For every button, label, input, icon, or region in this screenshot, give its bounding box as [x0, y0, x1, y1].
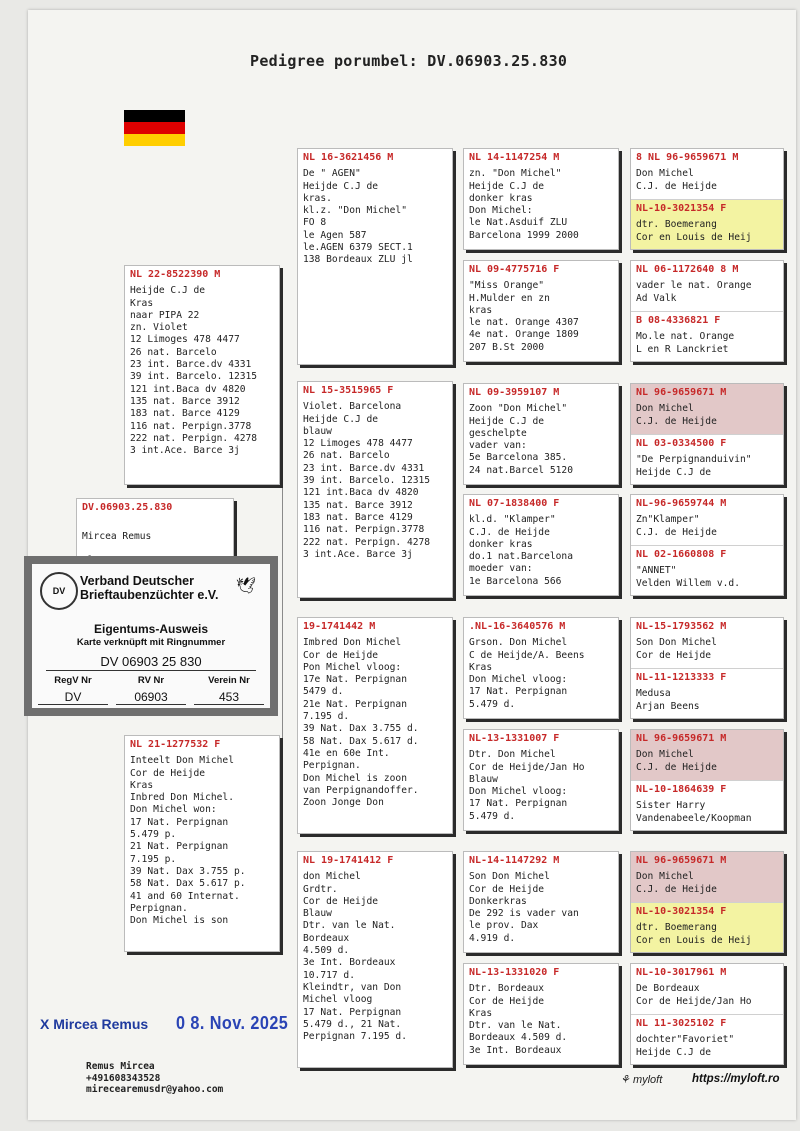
ancestor-top	[631, 384, 783, 434]
card-lines	[298, 635, 452, 811]
card-line: 121 int.Baca dv 4820	[130, 383, 246, 395]
id-card-values	[38, 690, 264, 705]
ancestor-top	[631, 618, 783, 668]
card-line: 41 and 60 Internat.	[130, 890, 240, 902]
ring-number: 8 NL 96-9659671 M	[636, 152, 739, 163]
card-lines	[298, 869, 452, 1045]
card-line: Cor de Heijde	[636, 649, 712, 661]
card-line: Cor de Heijde	[303, 649, 379, 661]
card-lines	[464, 512, 618, 590]
card-line: 12 Limoges 478 4477	[303, 438, 413, 450]
card-lines	[631, 798, 783, 827]
card-line: moeder van:	[469, 563, 533, 575]
ring-number: NL-13-1331007 F	[469, 733, 560, 744]
great-grandparent-card	[463, 148, 619, 250]
card-line: le.AGEN 6379 SECT.1	[303, 242, 413, 254]
pigeon-icon: 🕊	[236, 578, 257, 595]
card-line: 4e nat. Orange 1809	[469, 329, 579, 341]
card-line: le Nat.Asduif ZLU	[469, 217, 568, 229]
card-line: Kras	[469, 661, 493, 673]
card-line: Velden Willem v.d.	[636, 577, 740, 589]
flag-stripe-black	[124, 110, 185, 122]
ancestor-bottom	[631, 199, 783, 250]
ring-number: B 08-4336821 F	[636, 315, 721, 326]
id-card-label: RegV Nr	[54, 675, 92, 686]
parent-card-dam	[124, 735, 280, 952]
card-line: 17 Nat. Perpignan	[469, 686, 568, 698]
card-line: Blauw	[303, 908, 332, 920]
card-line: Kras	[130, 297, 154, 309]
grandparent-card	[297, 381, 453, 598]
card-line: 5e Barcelona 385.	[469, 452, 568, 464]
card-line: 3e Int. Bordeaux	[469, 1044, 562, 1056]
ring-number: NL 16-3621456 M	[303, 152, 394, 163]
org-line: Verband Deutscher	[80, 574, 194, 588]
card-line: 39 Nat. Dax 3.755 d.	[303, 723, 419, 735]
card-line: Cor de Heijde/Jan Ho	[469, 761, 585, 773]
card-line: Sister Harry	[636, 800, 706, 812]
great-grandparent-card	[463, 617, 619, 719]
connector-line	[282, 330, 283, 800]
card-line: 116 nat. Perpign.3778	[303, 524, 425, 536]
card-line: naar PIPA 22	[130, 309, 200, 321]
card-line: 39 Nat. Dax 3.755 p.	[130, 865, 246, 877]
card-line: Don Michel vloog:	[469, 786, 568, 798]
card-line: Kras	[469, 1007, 493, 1019]
card-line: zn. Violet	[130, 322, 188, 334]
card-lines	[464, 278, 618, 356]
card-lines	[464, 747, 618, 825]
ancestor-top	[631, 730, 783, 780]
card-lines	[631, 452, 783, 481]
card-line: 17e Nat. Perpignan	[303, 674, 407, 686]
ring-number: NL 07-1838400 F	[469, 498, 560, 509]
card-line: Son Don Michel	[636, 637, 717, 649]
card-line: 183 nat. Barce 4129	[303, 511, 413, 523]
ring-number: NL 96-9659671 M	[636, 387, 727, 398]
contact-name: Remus Mircea	[86, 1061, 155, 1072]
ring-number: NL 06-1172640 8 M	[636, 264, 739, 275]
id-card-inner	[32, 564, 270, 708]
card-line: 4.509 d.	[303, 945, 350, 957]
card-line: Heijde C.J de	[636, 466, 712, 478]
ancestor-top	[631, 149, 783, 199]
card-line: kras	[469, 304, 493, 316]
brand-name: myloft	[632, 1074, 663, 1086]
card-line: 1e Barcelona 566	[469, 575, 562, 587]
card-line: 7.195 d.	[303, 711, 350, 723]
card-line: 39 int. Barcelo. 12315	[130, 371, 258, 383]
card-line: Don Michel won:	[130, 804, 217, 816]
card-line: 3e Int. Bordeaux	[303, 957, 396, 969]
ring-number: NL-10-3021354 F	[636, 906, 727, 917]
card-line: kl.d. "Klamper"	[469, 514, 556, 526]
card-line: vader van:	[469, 440, 527, 452]
card-line: C.J. de Heijde	[636, 415, 717, 427]
great-grandparent-card	[463, 729, 619, 831]
card-line: 12 Limoges 478 4477	[130, 334, 240, 346]
card-line: dtr. Boemerang	[636, 922, 717, 934]
card-line: 39 int. Barcelo. 12315	[303, 475, 431, 487]
card-lines	[125, 753, 279, 929]
id-card-subheading: Karte verknüpft mit Ringnummer	[76, 637, 226, 648]
card-line: donker kras	[469, 538, 533, 550]
card-line: 23 int. Barce.dv 4331	[130, 359, 252, 371]
card-line: Bordeaux 4.509 d.	[469, 1032, 568, 1044]
card-lines	[631, 512, 783, 541]
card-line: Don Michel	[636, 871, 694, 883]
card-line: 23 int. Barce.dv 4331	[303, 462, 425, 474]
ancestor-bottom	[631, 545, 783, 596]
card-line: 207 B.St 2000	[469, 341, 545, 353]
g4-card	[630, 494, 784, 596]
card-line: Heijde C.J de	[130, 285, 206, 297]
id-card-value: 453	[194, 690, 264, 705]
card-line: kl.z. "Don Michel"	[303, 205, 407, 217]
great-grandparent-card	[463, 494, 619, 596]
card-line: Perpignan 7.195 d.	[303, 1031, 407, 1043]
card-line: 5.479 d.	[469, 810, 516, 822]
card-line: blauw	[303, 425, 332, 437]
card-line: Ad Valk	[636, 292, 677, 304]
ring-number: NL-13-1331020 F	[469, 967, 560, 978]
card-line: Zoon Jonge Don	[303, 797, 384, 809]
card-line: Heijde C.J de	[303, 413, 379, 425]
card-line: do.1 nat.Barcelona	[469, 551, 573, 563]
card-line: Arjan Beens	[636, 700, 700, 712]
id-card-heading: Eigentums-Ausweis	[93, 622, 209, 636]
ancestor-bottom	[631, 1014, 783, 1065]
card-lines	[631, 920, 783, 949]
card-line: H.Mulder en zn	[469, 292, 550, 304]
card-lines	[464, 401, 618, 479]
card-line: kras.	[303, 192, 332, 204]
card-line: Dtr. Bordeaux	[469, 983, 545, 995]
card-lines	[631, 278, 783, 307]
card-lines	[631, 401, 783, 430]
ring-number: NL 11-3025102 F	[636, 1018, 727, 1029]
ring-number: .NL-16-3640576 M	[469, 621, 566, 632]
id-card-value: DV	[38, 690, 108, 705]
card-line: Perpignan.	[130, 902, 188, 914]
german-flag-icon	[124, 110, 185, 146]
card-lines	[631, 635, 783, 664]
card-line: Medusa	[636, 688, 671, 700]
grandparent-card	[297, 617, 453, 834]
card-line: 116 nat. Perpign.3778	[130, 420, 252, 432]
dv-logo-icon: DV	[40, 572, 78, 610]
card-line: 5.479 d.	[469, 698, 516, 710]
card-line: Donkerkras	[469, 895, 527, 907]
ring-number: NL 21-1277532 F	[130, 739, 221, 750]
card-line: 17 Nat. Perpignan	[130, 816, 229, 828]
ring-number: NL-96-9659744 M	[636, 498, 727, 509]
card-line: 135 nat. Barce 3912	[303, 499, 413, 511]
card-line: Don Michel is son	[130, 915, 229, 927]
ring-number: NL 09-4775716 F	[469, 264, 560, 275]
card-line: Kras	[130, 779, 154, 791]
card-line: Bordeaux	[303, 932, 350, 944]
card-lines	[125, 283, 279, 459]
card-line: De 292 is vader van	[469, 908, 579, 920]
card-line: 5479 d.	[303, 686, 344, 698]
card-line: vader le nat. Orange	[636, 280, 752, 292]
card-line: Grson. Don Michel	[469, 637, 568, 649]
great-grandparent-card	[463, 383, 619, 485]
ring-number: NL-10-3017961 M	[636, 967, 727, 978]
great-grandparent-card	[463, 963, 619, 1065]
id-card-value: 06903	[116, 690, 186, 705]
card-lines	[631, 869, 783, 898]
subject-card	[76, 498, 234, 562]
card-line: don Michel	[303, 871, 361, 883]
card-line: Don Michel	[636, 403, 694, 415]
card-line: 21 Nat. Perpignan	[130, 841, 229, 853]
ring-number: NL 22-8522390 M	[130, 269, 221, 280]
ancestor-bottom	[631, 780, 783, 831]
id-card-organization	[80, 574, 218, 602]
card-line: Cor de Heijde/Jan Ho	[636, 995, 752, 1007]
card-line: 121 int.Baca dv 4820	[303, 487, 419, 499]
grandparent-card	[297, 851, 453, 1068]
owner-signature: X Mircea Remus	[40, 1016, 149, 1032]
card-line: Don Michel	[636, 168, 694, 180]
card-line: Heijde C.J de	[469, 180, 545, 192]
card-line: 135 nat. Barce 3912	[130, 395, 240, 407]
ring-number: NL 14-1147254 M	[469, 152, 560, 163]
card-line: Don Michel vloog:	[469, 674, 568, 686]
card-line: 5.479 d., 21 Nat.	[303, 1018, 402, 1030]
card-lines	[631, 747, 783, 776]
card-line: L en R Lanckriet	[636, 343, 729, 355]
card-line: C.J. de Heijde	[469, 526, 550, 538]
card-line: Imbred Don Michel	[303, 637, 402, 649]
card-lines	[631, 217, 783, 246]
myloft-logo	[620, 1073, 662, 1086]
g4-card	[630, 383, 784, 485]
card-line: 21e Nat. Perpignan	[303, 698, 407, 710]
ring-number: NL 03-0334500 F	[636, 438, 727, 449]
card-line: Don Michel:	[469, 205, 533, 217]
card-lines	[464, 869, 618, 947]
contact-email[interactable]: mirecearemusdr@yahoo.com	[86, 1084, 224, 1095]
great-grandparent-card	[463, 260, 619, 362]
card-lines	[464, 981, 618, 1059]
card-line: 3 int.Ace. Barce 3j	[130, 445, 240, 457]
ring-number: 19-1741442 M	[303, 621, 376, 632]
card-line: dtr. Boemerang	[636, 219, 717, 231]
id-card-ring-number: DV 06903 25 830	[46, 654, 256, 671]
card-line: FO 8	[303, 217, 327, 229]
card-line: Pon Michel vloog:	[303, 661, 402, 673]
g4-card	[630, 260, 784, 362]
card-line: Don Michel	[636, 749, 694, 761]
ancestor-bottom	[631, 311, 783, 362]
card-line: Inbred Don Michel.	[130, 792, 234, 804]
card-lines	[464, 635, 618, 713]
card-line: donker kras	[469, 192, 533, 204]
subject-ring-number: DV.06903.25.830	[82, 502, 173, 513]
card-line: Heijde C.J de	[636, 1046, 712, 1058]
card-line: Don Michel is zoon	[303, 772, 407, 784]
card-lines	[631, 166, 783, 195]
card-line: zn. "Don Michel"	[469, 168, 562, 180]
g4-card	[630, 729, 784, 831]
ancestor-top	[631, 964, 783, 1014]
id-card-label: RV Nr	[137, 675, 165, 686]
card-line: 4.919 d.	[469, 932, 516, 944]
ring-number: NL-14-1147292 M	[469, 855, 560, 866]
id-card-label: Verein Nr	[208, 675, 250, 686]
card-line: "De Perpignanduivin"	[636, 454, 752, 466]
card-line: Vandenabeele/Koopman	[636, 812, 752, 824]
ancestor-top	[631, 852, 783, 902]
card-line: 10.717 d.	[303, 969, 355, 981]
card-lines	[631, 563, 783, 592]
ring-number: NL-11-1213333 F	[636, 672, 727, 683]
card-line: "Miss Orange"	[469, 280, 545, 292]
card-line: Dtr. Don Michel	[469, 749, 556, 761]
card-line: Inteelt Don Michel	[130, 755, 234, 767]
flag-stripe-red	[124, 122, 185, 134]
card-lines	[298, 166, 452, 268]
ring-number: NL 15-3515965 F	[303, 385, 394, 396]
date-stamp: 0 8. Nov. 2025	[176, 1013, 289, 1033]
card-line: van Perpignandoffer.	[303, 784, 419, 796]
ring-number: NL 09-3959107 M	[469, 387, 560, 398]
card-line: 17 Nat. Perpignan	[303, 1006, 402, 1018]
card-line: le Agen 587	[303, 229, 367, 241]
card-line: Cor en Louis de Heij	[636, 231, 752, 243]
card-line: C.J. de Heijde	[636, 761, 717, 773]
card-line: 24 nat.Barcel 5120	[469, 464, 573, 476]
card-line: Cor de Heijde	[130, 767, 206, 779]
card-line: le prov. Dax	[469, 920, 539, 932]
card-line: Dtr. van le Nat.	[469, 1020, 562, 1032]
card-line: Dtr. van le Nat.	[303, 920, 396, 932]
card-line: 41e en 60e Int.	[303, 747, 390, 759]
card-line: geschelpte	[469, 427, 527, 439]
card-line: 7.195 p.	[130, 853, 177, 865]
card-lines	[298, 399, 452, 563]
card-line: Heijde C.J de	[303, 180, 379, 192]
card-line: De Bordeaux	[636, 983, 700, 995]
card-lines	[631, 329, 783, 358]
card-line: Michel vloog	[303, 994, 373, 1006]
ring-number: NL-10-1864639 F	[636, 784, 727, 795]
card-line: C.J. de Heijde	[636, 526, 717, 538]
card-line: Barcelona 1999 2000	[469, 229, 579, 241]
grandparent-card	[297, 148, 453, 365]
contact-block	[86, 1061, 223, 1096]
card-lines	[631, 1032, 783, 1061]
website-link[interactable]: https://myloft.ro	[692, 1073, 780, 1085]
g4-card	[630, 617, 784, 719]
subject-line: Mircea Remus	[82, 530, 152, 542]
flag-stripe-gold	[124, 134, 185, 146]
g4-card	[630, 148, 784, 250]
card-line: Kleindtr, van Don	[303, 981, 402, 993]
card-line: C.J. de Heijde	[636, 180, 717, 192]
card-line: 58 Nat. Dax 5.617 d.	[303, 735, 419, 747]
card-line: Violet. Barcelona	[303, 401, 402, 413]
card-line: Cor de Heijde	[469, 995, 545, 1007]
card-line: Cor de Heijde	[303, 895, 379, 907]
card-line: Grdtr.	[303, 883, 338, 895]
ring-number: NL 02-1660808 F	[636, 549, 727, 560]
ancestor-bottom	[631, 902, 783, 953]
card-line: 138 Bordeaux ZLU jl	[303, 254, 413, 266]
card-line: 183 nat. Barce 4129	[130, 408, 240, 420]
card-line: Zoon "Don Michel"	[469, 403, 568, 415]
ring-number: NL-10-3021354 F	[636, 203, 727, 214]
bird-logo-icon: ⚘	[620, 1074, 630, 1086]
card-line: Heijde C.J de	[469, 415, 545, 427]
card-line: 222 nat. Perpign. 4278	[130, 432, 258, 444]
org-line: Brieftaubenzüchter e.V.	[80, 588, 219, 602]
card-line: 5.479 p.	[130, 829, 177, 841]
card-line: De " AGEN"	[303, 168, 361, 180]
ring-number: NL 96-9659671 M	[636, 855, 727, 866]
card-lines	[464, 166, 618, 244]
ancestor-bottom	[631, 668, 783, 719]
card-line: "ANNET"	[636, 565, 677, 577]
ring-number: NL 19-1741412 F	[303, 855, 394, 866]
card-lines	[631, 981, 783, 1010]
parent-card-sire	[124, 265, 280, 485]
ancestor-top	[631, 261, 783, 311]
card-line: Son Don Michel	[469, 871, 550, 883]
card-line: Zn"Klamper"	[636, 514, 700, 526]
card-line: Cor en Louis de Heij	[636, 934, 752, 946]
card-line: C de Heijde/A. Beens	[469, 649, 585, 661]
card-line: dochter"Favoriet"	[636, 1034, 735, 1046]
card-line: Mo.le nat. Orange	[636, 331, 735, 343]
ring-number: NL 96-9659671 M	[636, 733, 727, 744]
great-grandparent-card	[463, 851, 619, 953]
ring-number: NL-15-1793562 M	[636, 621, 727, 632]
card-line: Cor de Heijde	[469, 883, 545, 895]
card-line: 26 nat. Barcelo	[130, 346, 217, 358]
card-lines	[631, 686, 783, 715]
id-card-labels	[38, 675, 264, 686]
ownership-id-card	[24, 556, 278, 716]
card-line: 3 int.Ace. Barce 3j	[303, 548, 413, 560]
ancestor-top	[631, 495, 783, 545]
card-line: 17 Nat. Perpignan	[469, 798, 568, 810]
card-line: le nat. Orange 4307	[469, 317, 579, 329]
card-line: Perpignan.	[303, 760, 361, 772]
g4-card	[630, 851, 784, 953]
card-line: 26 nat. Barcelo	[303, 450, 390, 462]
card-line: C.J. de Heijde	[636, 883, 717, 895]
contact-phone: +491608343528	[86, 1072, 161, 1084]
card-line: Blauw	[469, 773, 498, 785]
ancestor-bottom	[631, 434, 783, 485]
card-line: 222 nat. Perpign. 4278	[303, 536, 431, 548]
card-line: 58 Nat. Dax 5.617 p.	[130, 878, 246, 890]
page-title: Pedigree porumbel: DV.06903.25.830	[250, 52, 568, 70]
g4-card	[630, 963, 784, 1065]
